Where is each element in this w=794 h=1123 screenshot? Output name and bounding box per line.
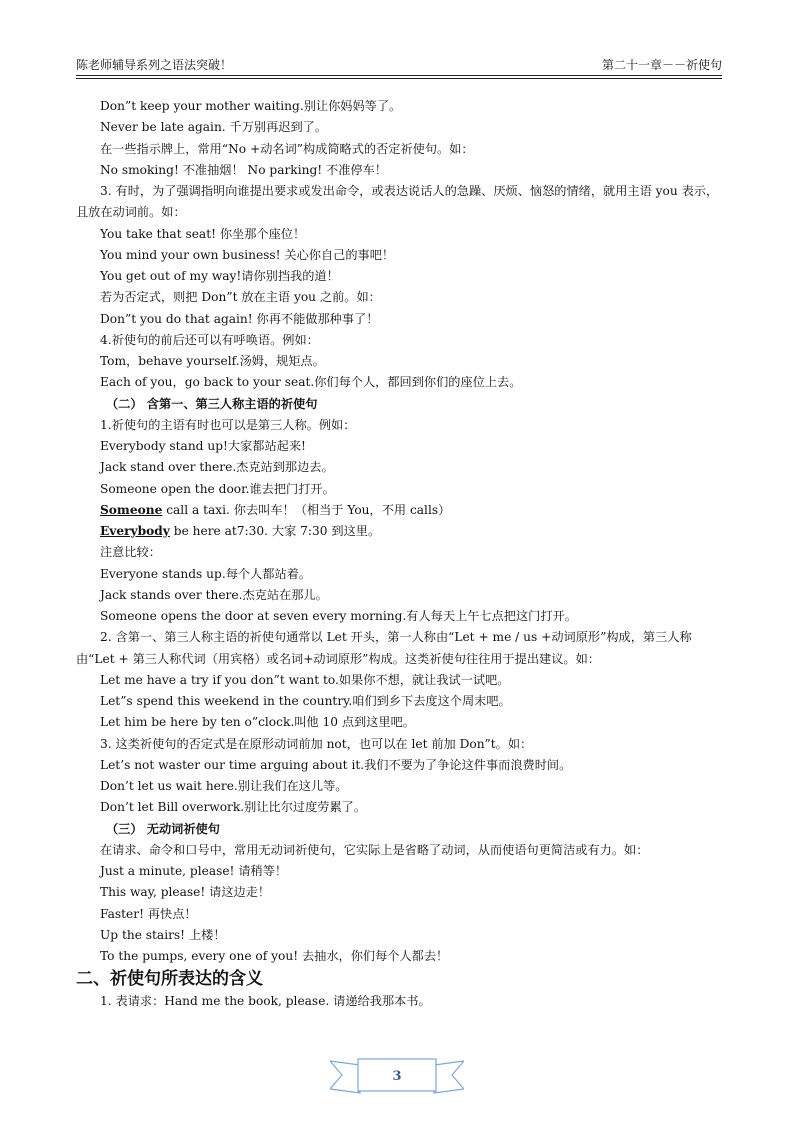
line-text: 注意比较： <box>100 545 161 560</box>
text-line <box>76 351 726 372</box>
line-text: You mind your own business! 关心你自己的事吧！ <box>100 247 395 262</box>
page-footer <box>330 1057 464 1097</box>
text-line <box>76 415 726 436</box>
text-line <box>76 117 726 138</box>
text-line <box>76 691 726 712</box>
line-text: 2. 含第一、第三人称主语的祈使句通常以 Let 开头，第一人称由“Let + me / us +动词原形”构成，第三人称由“Let + 第三人称代词（用宾格）或名词+动词原形”构成。这类祈使句往往用于提出建议。如： <box>76 630 692 666</box>
text-line <box>76 882 726 903</box>
line-text: 1. 表请求：Hand me the book, please. 请递给我那本书。 <box>100 994 431 1009</box>
line-text: Don”t keep your mother waiting.别让你妈妈等了。 <box>100 99 402 113</box>
page-number: 3 <box>392 1069 402 1084</box>
line-text: No smoking! 不准抽烟！ No parking! 不准停车！ <box>100 162 387 177</box>
text-line <box>76 585 726 606</box>
text-line <box>76 797 726 818</box>
text-line <box>76 224 726 245</box>
line-text: Up the stairs! 上楼！ <box>100 927 226 942</box>
line-text: You get out of my way!请你别挡我的道！ <box>100 269 339 283</box>
line-text: Everyone stands up.每个人都站着。 <box>100 566 312 581</box>
line-text: Don’t let us wait here.别让我们在这儿等。 <box>100 779 348 793</box>
text-line <box>76 330 726 351</box>
text-line <box>76 436 726 457</box>
text-line <box>76 734 726 755</box>
header-chapter-title: 第二十一章－－祈使句 <box>601 58 722 72</box>
text-line <box>76 160 726 181</box>
text-line <box>76 521 726 542</box>
line-text: Everybody stand up!大家都站起来! <box>100 439 306 453</box>
underlined-subject: Someone <box>100 502 163 517</box>
text-line <box>76 627 726 670</box>
text-line <box>76 991 726 1012</box>
line-text: Tom，behave yourself.汤姆，规矩点。 <box>100 354 325 368</box>
line-text: call a taxi. 你去叫车！（相当于 You，不用 calls） <box>166 502 451 517</box>
line-text: Someone opens the door at seven every morning.有人每天上午七点把这门打开。 <box>100 609 577 623</box>
text-line <box>76 96 726 117</box>
text-line <box>76 181 726 224</box>
line-text: 1.祈使句的主语有时也可以是第三人称。例如： <box>100 417 356 432</box>
line-text: Never be late again. 千万别再迟到了。 <box>100 120 328 135</box>
line-text: Each of you，go back to your seat.你们每个人，都回到你们的座位上去。 <box>100 375 522 390</box>
line-text: 3. 这类祈使句的否定式是在原形动词前加 not，也可以在 let 前加 Don”t。如： <box>100 736 533 751</box>
text-line <box>76 564 726 585</box>
line-text: Jack stands over there.杰克站在那儿。 <box>100 587 328 602</box>
line-text: This way, please! 请这边走！ <box>100 885 271 900</box>
text-line <box>76 372 726 393</box>
section-heading <box>76 967 726 991</box>
line-text: Let me have a try if you don”t want to.如果你不想，就让我试一试吧。 <box>100 672 510 687</box>
document-body <box>76 96 726 1013</box>
line-text: 二、祈使句所表达的含义 <box>76 969 263 990</box>
text-line <box>76 776 726 797</box>
text-line <box>76 925 726 946</box>
underlined-subject: Everybody <box>100 524 170 538</box>
text-line <box>76 457 726 478</box>
text-line <box>76 542 726 563</box>
text-line <box>76 861 726 882</box>
line-text: Let him be here by ten o”clock.叫他 10 点到这里吧。 <box>100 715 415 730</box>
line-text: Faster! 再快点！ <box>100 906 197 921</box>
line-text: To the pumps, every one of you! 去抽水，你们每个人都去！ <box>100 949 449 963</box>
line-text: be here at7:30. 大家 7:30 到这里。 <box>173 524 381 538</box>
text-line <box>76 946 726 967</box>
subsection-heading <box>76 394 726 415</box>
line-text: Just a minute, please! 请稍等！ <box>100 864 288 878</box>
text-line <box>76 904 726 925</box>
text-line <box>76 287 726 308</box>
line-text: （三） 无动词祈使句 <box>106 821 220 836</box>
text-line <box>76 139 726 160</box>
text-line <box>76 606 726 627</box>
text-line <box>76 266 726 287</box>
line-text: Someone open the door.谁去把门打开。 <box>100 481 335 496</box>
subsection-heading <box>76 819 726 840</box>
text-line <box>76 840 726 861</box>
line-text: Jack stand over there.杰克站到那边去。 <box>100 460 334 475</box>
text-line <box>76 500 726 521</box>
line-text: 3. 有时，为了强调指明向谁提出要求或发出命令，或表达说话人的急躁、厌烦、恼怒的情绪，就用主语 you 表示，且放在动词前。如： <box>76 184 719 220</box>
header-rule <box>76 75 722 76</box>
text-line <box>76 245 726 266</box>
page-header <box>76 55 722 75</box>
line-text: Let”s spend this weekend in the country.咱们到乡下去度这个周末吧。 <box>100 694 511 708</box>
line-text: 若为否定式，则把 Don”t 放在主语 you 之前。如： <box>100 290 381 305</box>
text-line <box>76 479 726 500</box>
line-text: 在请求、命令和口号中，常用无动词祈使句，它实际上是省略了动词，从而使语句更简洁或有力。如： <box>100 842 649 857</box>
line-text: 在一些指示牌上，常用“No +动名词”构成简略式的否定祈使句。如： <box>100 141 474 156</box>
line-text: Don”t you do that again! 你再不能做那种事了！ <box>100 311 379 326</box>
text-line <box>76 309 726 330</box>
line-text: Don’t let Bill overwork.别让比尔过度劳累了。 <box>100 800 367 815</box>
line-text: Let’s not waster our time arguing about it.我们不要为了争论这件事而浪费时间。 <box>100 757 572 772</box>
text-line <box>76 755 726 776</box>
line-text: You take that seat! 你坐那个座位！ <box>100 226 306 241</box>
line-text: （二） 含第一、第三人称主语的祈使句 <box>106 396 318 411</box>
text-line <box>76 712 726 733</box>
header-rule-thin <box>76 78 722 79</box>
text-line <box>76 670 726 691</box>
header-series-title: 陈老师辅导系列之语法突破！ <box>76 58 233 72</box>
line-text: 4.祈使句的前后还可以有呼唤语。例如： <box>100 332 319 347</box>
